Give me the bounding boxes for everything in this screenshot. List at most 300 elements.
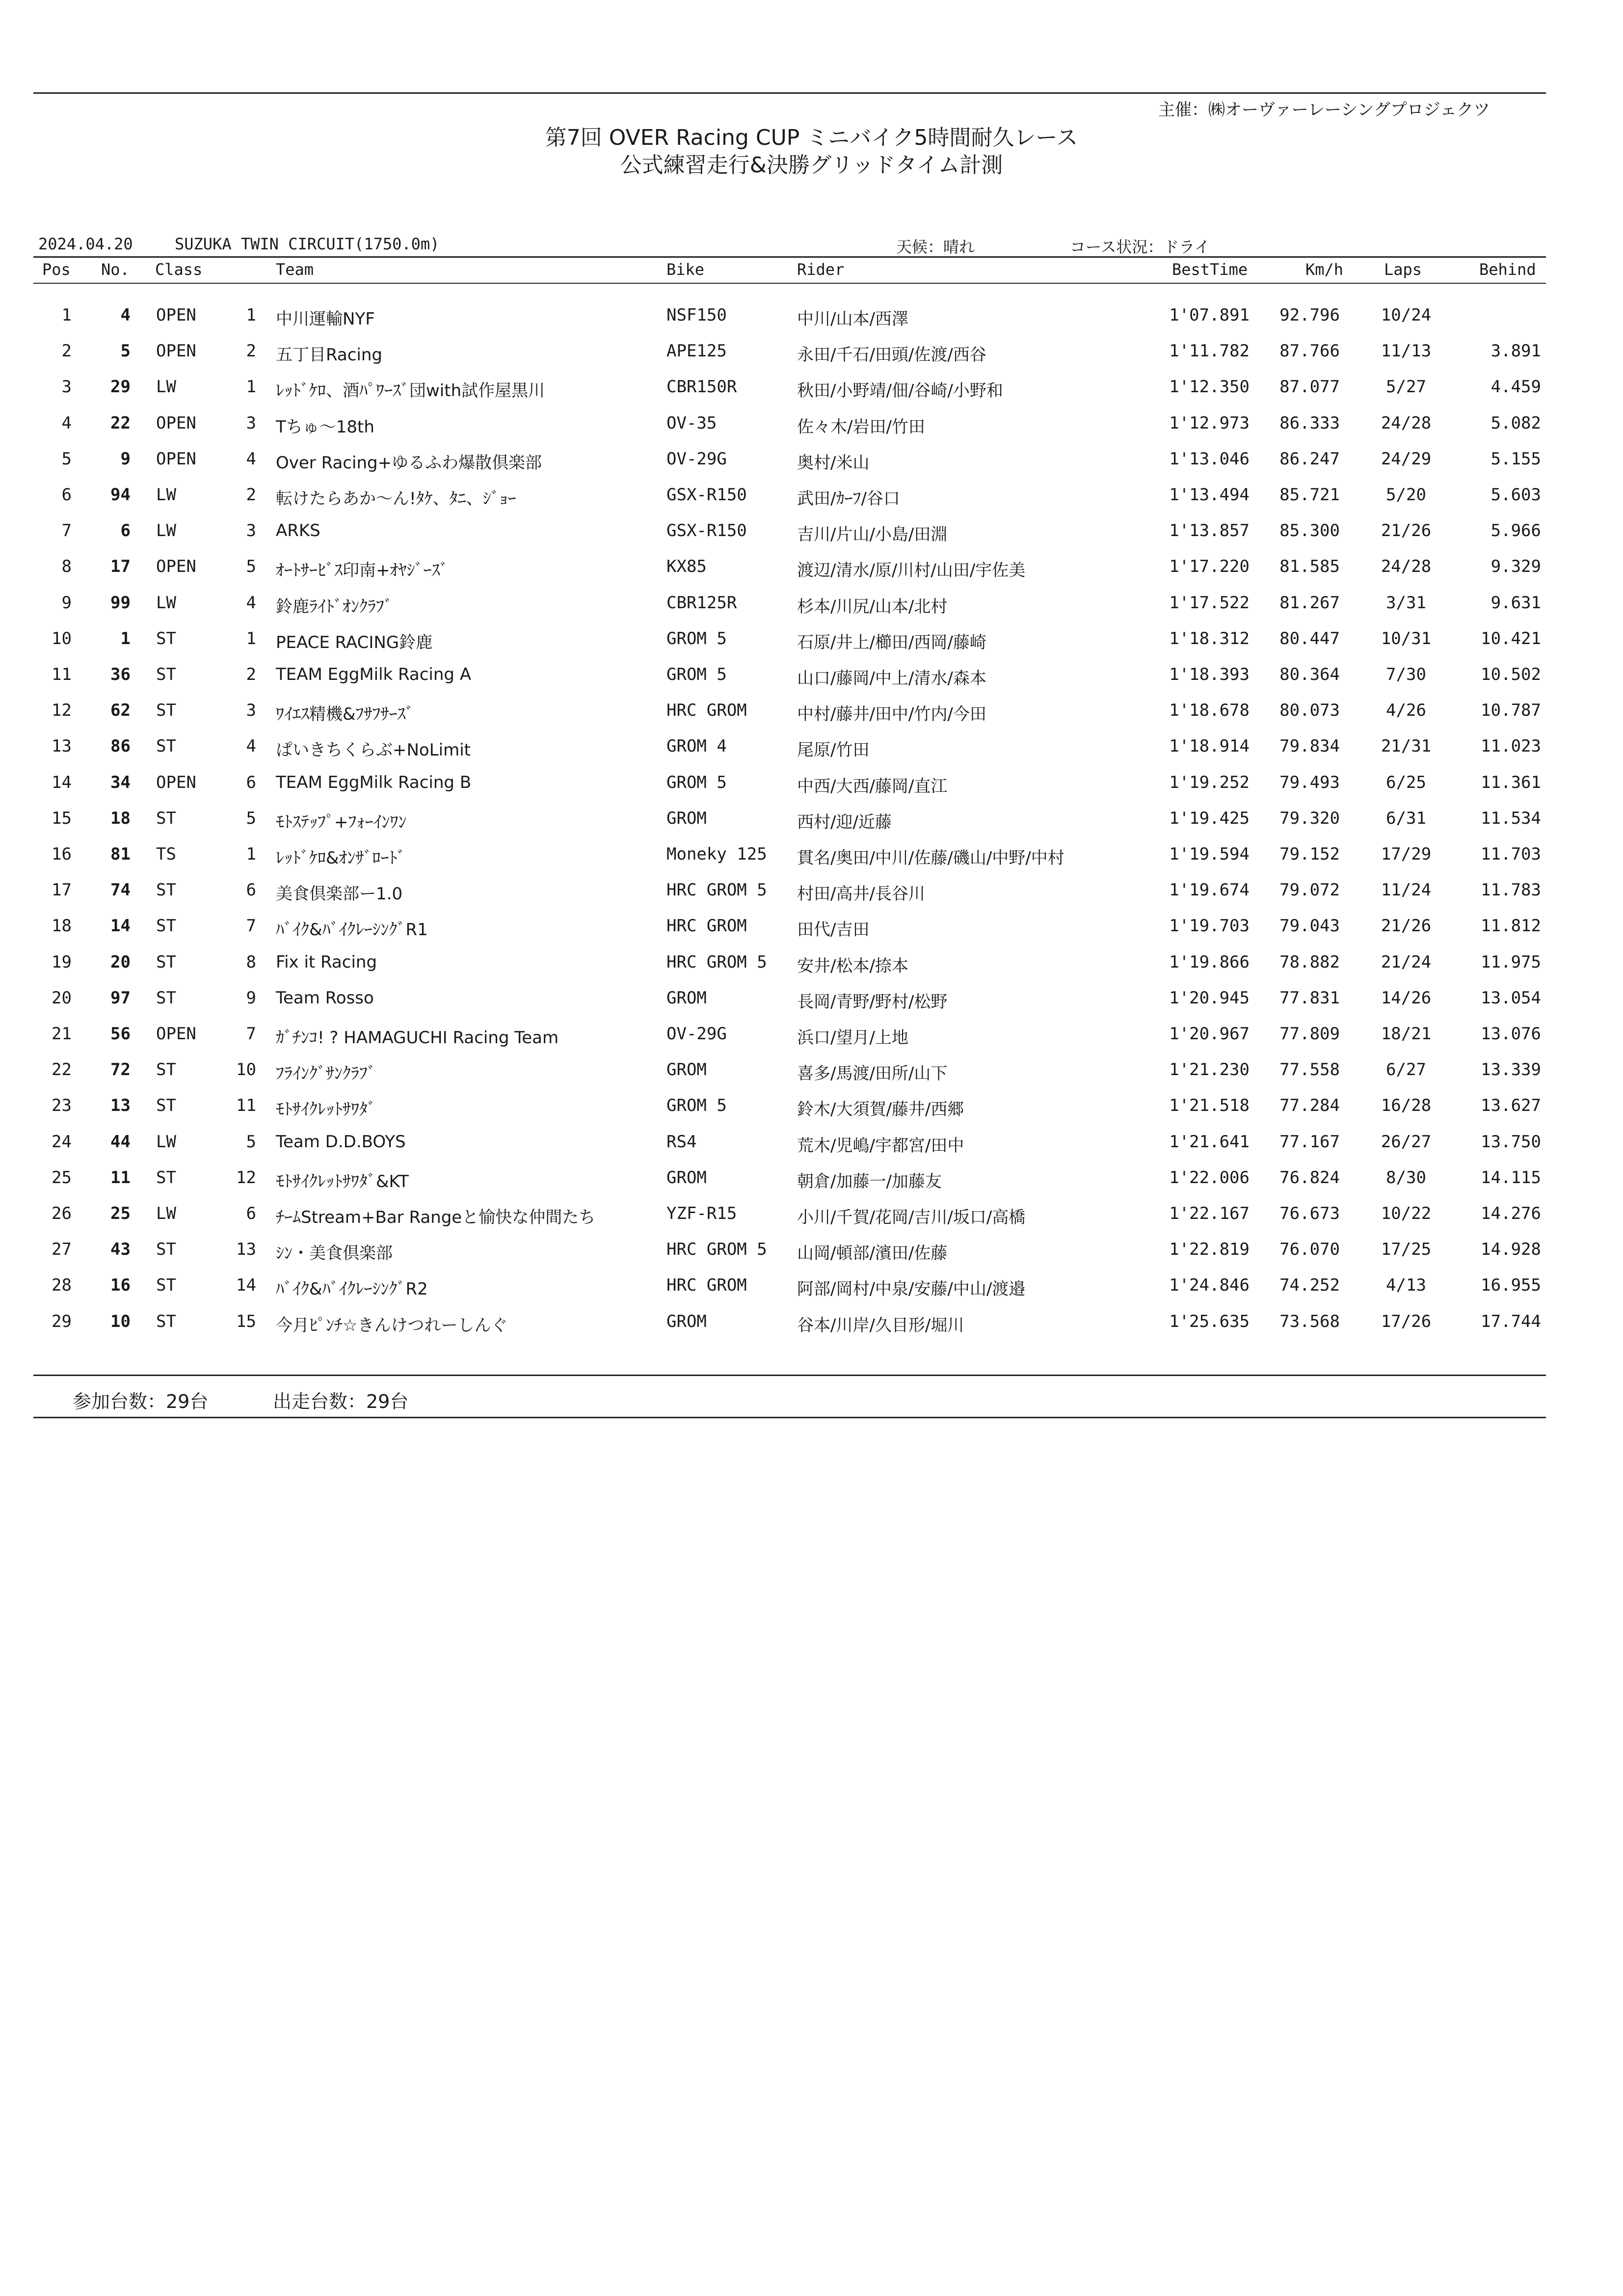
cell-laps: 14/26 — [1381, 988, 1432, 1008]
cell-behind: 10.421 — [1481, 629, 1541, 648]
cell-laps: 17/25 — [1381, 1240, 1432, 1259]
cell-besttime: 1'20.967 — [1169, 1024, 1250, 1044]
cell-class: ST — [156, 1275, 176, 1295]
cell-pos: 24 — [52, 1132, 72, 1152]
cell-class-pos: 7 — [246, 1024, 256, 1044]
cell-besttime: 1'21.230 — [1169, 1060, 1250, 1080]
cell-besttime: 1'19.252 — [1169, 773, 1250, 792]
cell-kmh: 79.320 — [1279, 809, 1340, 828]
cell-behind: 14.928 — [1481, 1240, 1541, 1259]
cell-kmh: 79.152 — [1279, 844, 1340, 864]
cell-laps: 24/28 — [1381, 557, 1432, 576]
cell-besttime: 1'17.220 — [1169, 557, 1250, 576]
cell-besttime: 1'18.914 — [1169, 736, 1250, 756]
cell-pos: 6 — [61, 485, 72, 505]
cell-besttime: 1'24.846 — [1169, 1275, 1250, 1295]
cell-laps: 6/27 — [1386, 1060, 1426, 1080]
cell-no: 94 — [110, 485, 131, 505]
weather: 天候：晴れ — [896, 238, 975, 256]
cell-bike: GSX-R150 — [666, 521, 747, 540]
cell-pos: 11 — [52, 665, 72, 684]
cell-pos: 22 — [52, 1060, 72, 1080]
table-row — [0, 1024, 1623, 1053]
cell-behind: 14.276 — [1481, 1204, 1541, 1223]
cell-kmh: 80.364 — [1279, 665, 1340, 684]
cell-laps: 7/30 — [1386, 665, 1426, 684]
cell-kmh: 87.077 — [1279, 377, 1340, 397]
cell-no: 11 — [110, 1168, 131, 1188]
cell-kmh: 80.447 — [1279, 629, 1340, 648]
table-row — [0, 629, 1623, 658]
cell-class: OPEN — [156, 773, 196, 792]
cell-no: 34 — [110, 773, 131, 792]
cell-class: LW — [156, 1132, 176, 1152]
cell-kmh: 74.252 — [1279, 1275, 1340, 1295]
cell-class: LW — [156, 1204, 176, 1223]
cell-class-pos: 7 — [246, 916, 256, 936]
cell-laps: 10/31 — [1381, 629, 1432, 648]
cell-besttime: 1'22.819 — [1169, 1240, 1250, 1259]
cell-bike: HRC GROM 5 — [666, 1240, 767, 1259]
cell-behind: 5.603 — [1490, 485, 1541, 505]
cell-rider: 中西/大西/藤岡/直江 — [797, 777, 948, 796]
col-pos: Pos — [42, 260, 71, 279]
cell-laps: 8/30 — [1386, 1168, 1426, 1188]
cell-pos: 27 — [52, 1240, 72, 1259]
table-row — [0, 449, 1623, 479]
cell-kmh: 73.568 — [1279, 1312, 1340, 1331]
cell-kmh: 76.070 — [1279, 1240, 1340, 1259]
cell-team: TEAM EggMilk Racing A — [276, 665, 472, 684]
cell-laps: 11/13 — [1381, 341, 1432, 361]
cell-no: 16 — [110, 1275, 131, 1295]
cell-no: 43 — [110, 1240, 131, 1259]
cell-kmh: 80.073 — [1279, 701, 1340, 720]
cell-bike: GROM — [666, 809, 707, 828]
cell-besttime: 1'19.703 — [1169, 916, 1250, 936]
cell-class: ST — [156, 916, 176, 936]
cell-kmh: 85.300 — [1279, 521, 1340, 540]
col-team: Team — [276, 260, 314, 279]
cell-rider: 吉川/片山/小島/田淵 — [797, 525, 948, 544]
cell-behind: 11.023 — [1481, 736, 1541, 756]
cell-rider: 村田/高井/長谷川 — [797, 884, 925, 904]
cell-kmh: 77.284 — [1279, 1096, 1340, 1115]
cell-class: LW — [156, 485, 176, 505]
table-row — [0, 341, 1623, 371]
cell-class-pos: 10 — [236, 1060, 256, 1080]
cell-besttime: 1'18.393 — [1169, 665, 1250, 684]
cell-class-pos: 6 — [246, 773, 256, 792]
table-row — [0, 521, 1623, 550]
cell-rider: 永田/千石/田頭/佐渡/西谷 — [797, 345, 986, 365]
cell-pos: 15 — [52, 809, 72, 828]
cell-bike: HRC GROM 5 — [666, 952, 767, 972]
cell-laps: 3/31 — [1386, 593, 1426, 613]
cell-class: ST — [156, 629, 176, 648]
cell-besttime: 1'25.635 — [1169, 1312, 1250, 1331]
cell-rider: 喜多/馬渡/田所/山下 — [797, 1064, 948, 1083]
col-behind: Behind — [1479, 260, 1536, 279]
cell-laps: 21/26 — [1381, 916, 1432, 936]
cell-no: 14 — [110, 916, 131, 936]
cell-behind: 10.787 — [1481, 701, 1541, 720]
cell-bike: YZF-R15 — [666, 1204, 737, 1223]
cell-rider: 小川/千賀/花岡/吉川/坂口/高橋 — [797, 1208, 1026, 1227]
table-row — [0, 413, 1623, 443]
cell-laps: 6/25 — [1386, 773, 1426, 792]
cell-class: ST — [156, 809, 176, 828]
cell-laps: 10/22 — [1381, 1204, 1432, 1223]
cell-pos: 10 — [52, 629, 72, 648]
cell-bike: OV-35 — [666, 413, 717, 433]
cell-kmh: 86.247 — [1279, 449, 1340, 469]
cell-no: 72 — [110, 1060, 131, 1080]
table-row — [0, 1132, 1623, 1162]
cell-bike: GROM 5 — [666, 629, 727, 648]
footer-bottom-rule — [33, 1417, 1546, 1418]
cell-rider: 杉本/川尻/山本/北村 — [797, 597, 948, 617]
cell-kmh: 92.796 — [1279, 305, 1340, 325]
cell-laps: 10/24 — [1381, 305, 1432, 325]
cell-class-pos: 11 — [236, 1096, 256, 1115]
cell-kmh: 76.824 — [1279, 1168, 1340, 1188]
cell-class-pos: 5 — [246, 557, 256, 576]
cell-besttime: 1'22.006 — [1169, 1168, 1250, 1188]
table-row — [0, 701, 1623, 730]
cell-kmh: 85.721 — [1279, 485, 1340, 505]
cell-behind: 16.955 — [1481, 1275, 1541, 1295]
cell-bike: KX85 — [666, 557, 707, 576]
cell-team: ｵｰﾄｻｰﾋﾞｽ印南+ｵﾔｼﾞｰｽﾞ — [276, 561, 449, 580]
cell-class: OPEN — [156, 413, 196, 433]
cell-laps: 17/26 — [1381, 1312, 1432, 1331]
cell-laps: 21/26 — [1381, 521, 1432, 540]
table-row — [0, 952, 1623, 982]
table-row — [0, 1096, 1623, 1125]
cell-no: 44 — [110, 1132, 131, 1152]
cell-kmh: 81.585 — [1279, 557, 1340, 576]
cell-team: PEACE RACING鈴鹿 — [276, 633, 433, 652]
cell-pos: 16 — [52, 844, 72, 864]
cell-bike: CBR150R — [666, 377, 737, 397]
cell-rider: 西村/迎/近藤 — [797, 812, 892, 832]
cell-pos: 4 — [61, 413, 72, 433]
cell-class-pos: 3 — [246, 521, 256, 540]
cell-no: 56 — [110, 1024, 131, 1044]
cell-rider: 谷本/川岸/久目形/堀川 — [797, 1316, 964, 1335]
cell-rider: 貫名/奥田/中川/佐藤/磯山/中野/中村 — [797, 848, 1064, 868]
cell-kmh: 79.834 — [1279, 736, 1340, 756]
cell-no: 86 — [110, 736, 131, 756]
cell-pos: 5 — [61, 449, 72, 469]
cell-bike: GROM 4 — [666, 736, 727, 756]
header-bottom-rule — [33, 283, 1546, 284]
cell-team: ｶﾞﾁﾝｺ! ? HAMAGUCHI Racing Team — [276, 1028, 559, 1048]
cell-laps: 5/27 — [1386, 377, 1426, 397]
cell-class-pos: 2 — [246, 485, 256, 505]
cell-class-pos: 8 — [246, 952, 256, 972]
cell-besttime: 1'21.518 — [1169, 1096, 1250, 1115]
cell-bike: NSF150 — [666, 305, 727, 325]
cell-class: LW — [156, 377, 176, 397]
cell-kmh: 78.882 — [1279, 952, 1340, 972]
cell-rider: 浜口/望月/上地 — [797, 1028, 908, 1048]
cell-class-pos: 9 — [246, 988, 256, 1008]
cell-class-pos: 1 — [246, 377, 256, 397]
table-row — [0, 1204, 1623, 1233]
cell-bike: GSX-R150 — [666, 485, 747, 505]
cell-kmh: 81.267 — [1279, 593, 1340, 613]
cell-besttime: 1'22.167 — [1169, 1204, 1250, 1223]
cell-no: 4 — [120, 305, 131, 325]
cell-team: ﾓﾄｻｲｸﾚｯﾄｻﾜﾀﾞ&KT — [276, 1172, 409, 1191]
cell-pos: 23 — [52, 1096, 72, 1115]
cell-team: ﾓﾄｻｲｸﾚｯﾄｻﾜﾀﾞ — [276, 1100, 376, 1119]
cell-rider: 武田/ｶｰﾌ/谷口 — [797, 489, 900, 509]
cell-pos: 2 — [61, 341, 72, 361]
cell-team: 転けたらあか～ん!ﾀｹ、ﾀﾆ、ｼﾞｮｰ — [276, 489, 516, 509]
cell-class-pos: 13 — [236, 1240, 256, 1259]
cell-besttime: 1'20.945 — [1169, 988, 1250, 1008]
cell-no: 36 — [110, 665, 131, 684]
cell-behind: 11.703 — [1481, 844, 1541, 864]
cell-class-pos: 4 — [246, 593, 256, 613]
cell-laps: 6/31 — [1386, 809, 1426, 828]
organizer-text: 主催：㈱オーヴァーレーシングプロジェクツ — [1158, 100, 1490, 120]
cell-behind: 13.750 — [1481, 1132, 1541, 1152]
cell-besttime: 1'18.678 — [1169, 701, 1250, 720]
cell-behind: 11.975 — [1481, 952, 1541, 972]
cell-behind: 11.361 — [1481, 773, 1541, 792]
entries-count: 参加台数：29台 — [73, 1391, 209, 1412]
cell-pos: 29 — [52, 1312, 72, 1331]
cell-kmh: 79.072 — [1279, 880, 1340, 900]
cell-pos: 19 — [52, 952, 72, 972]
cell-bike: GROM 5 — [666, 1096, 727, 1115]
cell-team: 鈴鹿ﾗｲﾄﾞｵﾝｸﾗﾌﾞ — [276, 597, 393, 617]
cell-rider: 尾原/竹田 — [797, 740, 870, 760]
col-bike: Bike — [666, 260, 705, 279]
cell-bike: Moneky 125 — [666, 844, 767, 864]
table-row — [0, 1240, 1623, 1269]
cell-besttime: 1'12.973 — [1169, 413, 1250, 433]
cell-rider: 山口/藤岡/中上/清水/森本 — [797, 669, 986, 688]
cell-bike: APE125 — [666, 341, 727, 361]
cell-pos: 7 — [61, 521, 72, 540]
cell-no: 17 — [110, 557, 131, 576]
cell-bike: HRC GROM — [666, 1275, 747, 1295]
cell-rider: 鈴木/大須賀/藤井/西郷 — [797, 1100, 964, 1119]
cell-laps: 5/20 — [1386, 485, 1426, 505]
cell-besttime: 1'18.312 — [1169, 629, 1250, 648]
cell-class: OPEN — [156, 305, 196, 325]
cell-bike: HRC GROM 5 — [666, 880, 767, 900]
cell-team: ARKS — [276, 521, 320, 540]
cell-pos: 21 — [52, 1024, 72, 1044]
cell-class-pos: 5 — [246, 1132, 256, 1152]
cell-team: Over Racing+ゆるふわ爆散倶楽部 — [276, 453, 542, 473]
cell-laps: 21/31 — [1381, 736, 1432, 756]
cell-kmh: 77.831 — [1279, 988, 1340, 1008]
cell-team: ｼﾝ・美食倶楽部 — [276, 1243, 393, 1263]
cell-rider: 佐々木/岩田/竹田 — [797, 417, 925, 437]
cell-pos: 26 — [52, 1204, 72, 1223]
cell-no: 13 — [110, 1096, 131, 1115]
col-rider: Rider — [797, 260, 845, 279]
cell-team: TEAM EggMilk Racing B — [276, 773, 472, 792]
cell-behind: 11.534 — [1481, 809, 1541, 828]
cell-no: 62 — [110, 701, 131, 720]
cell-besttime: 1'13.857 — [1169, 521, 1250, 540]
cell-besttime: 1'17.522 — [1169, 593, 1250, 613]
cell-pos: 9 — [61, 593, 72, 613]
cell-laps: 26/27 — [1381, 1132, 1432, 1152]
cell-behind: 10.502 — [1481, 665, 1541, 684]
cell-class: OPEN — [156, 557, 196, 576]
event-date: 2024.04.20 — [38, 235, 133, 253]
cell-besttime: 1'21.641 — [1169, 1132, 1250, 1152]
cell-behind: 5.082 — [1490, 413, 1541, 433]
cell-class-pos: 2 — [246, 341, 256, 361]
cell-team: ﾌﾗｲﾝｸﾞｻﾝｸﾗﾌﾞ — [276, 1064, 376, 1083]
cell-class: ST — [156, 988, 176, 1008]
table-row — [0, 736, 1623, 766]
cell-team: 美食倶楽部ー1.0 — [276, 884, 403, 904]
cell-no: 29 — [110, 377, 131, 397]
cell-team: ぱいきちくらぶ+NoLimit — [276, 740, 471, 760]
cell-class-pos: 4 — [246, 736, 256, 756]
cell-team: ﾓﾄｽﾃｯﾌﾟ+ﾌｫｰｲﾝﾜﾝ — [276, 812, 407, 832]
cell-pos: 13 — [52, 736, 72, 756]
cell-team: Team D.D.BOYS — [276, 1132, 406, 1152]
table-row — [0, 557, 1623, 586]
cell-bike: OV-29G — [666, 1024, 727, 1044]
cell-no: 25 — [110, 1204, 131, 1223]
table-row — [0, 1275, 1623, 1305]
cell-class-pos: 12 — [236, 1168, 256, 1188]
cell-bike: CBR125R — [666, 593, 737, 613]
cell-bike: GROM — [666, 1312, 707, 1331]
cell-rider: 荒木/児嶋/宇都宮/田中 — [797, 1136, 964, 1156]
cell-kmh: 77.167 — [1279, 1132, 1340, 1152]
cell-rider: 山岡/頓部/濱田/佐藤 — [797, 1243, 948, 1263]
cell-laps: 24/28 — [1381, 413, 1432, 433]
cell-laps: 16/28 — [1381, 1096, 1432, 1115]
cell-laps: 4/13 — [1386, 1275, 1426, 1295]
cell-class: LW — [156, 593, 176, 613]
cell-class-pos: 3 — [246, 701, 256, 720]
cell-rider: 石原/井上/櫛田/西岡/藤崎 — [797, 633, 986, 652]
cell-class-pos: 1 — [246, 305, 256, 325]
cell-behind: 11.783 — [1481, 880, 1541, 900]
cell-pos: 20 — [52, 988, 72, 1008]
table-row — [0, 809, 1623, 838]
cell-pos: 1 — [61, 305, 72, 325]
cell-rider: 阿部/岡村/中泉/安藤/中山/渡邉 — [797, 1279, 1026, 1299]
cell-class-pos: 3 — [246, 413, 256, 433]
cell-team: 今月ﾋﾟﾝﾁ☆きんけつれーしんぐ — [276, 1316, 508, 1335]
table-row — [0, 665, 1623, 694]
cell-behind: 5.966 — [1490, 521, 1541, 540]
cell-laps: 24/29 — [1381, 449, 1432, 469]
table-row — [0, 1168, 1623, 1197]
cell-besttime: 1'19.594 — [1169, 844, 1250, 864]
cell-rider: 奥村/米山 — [797, 453, 870, 473]
cell-class: ST — [156, 1168, 176, 1188]
cell-class: ST — [156, 701, 176, 720]
cell-class-pos: 1 — [246, 844, 256, 864]
cell-team: ﾁｰﾑStream+Bar Rangeと愉快な仲間たち — [276, 1208, 596, 1227]
col-besttime: BestTime — [1172, 260, 1248, 279]
cell-rider: 安井/松本/捺本 — [797, 956, 908, 976]
cell-class: LW — [156, 521, 176, 540]
cell-class: ST — [156, 1240, 176, 1259]
cell-no: 20 — [110, 952, 131, 972]
table-row — [0, 593, 1623, 622]
cell-pos: 3 — [61, 377, 72, 397]
cell-behind: 9.329 — [1490, 557, 1541, 576]
cell-class: OPEN — [156, 449, 196, 469]
cell-besttime: 1'07.891 — [1169, 305, 1250, 325]
cell-besttime: 1'19.674 — [1169, 880, 1250, 900]
page-title: 第7回 OVER Racing CUP ミニバイク5時間耐久レース — [545, 125, 1078, 150]
footer-top-rule — [33, 1375, 1546, 1376]
table-row — [0, 988, 1623, 1018]
cell-bike: GROM — [666, 1060, 707, 1080]
cell-class-pos: 15 — [236, 1312, 256, 1331]
cell-no: 81 — [110, 844, 131, 864]
header-top-rule — [33, 256, 1546, 258]
circuit-name: SUZUKA TWIN CIRCUIT(1750.0m) — [175, 235, 440, 253]
cell-pos: 17 — [52, 880, 72, 900]
col-no: No. — [101, 260, 130, 279]
cell-class: ST — [156, 1060, 176, 1080]
cell-no: 97 — [110, 988, 131, 1008]
cell-laps: 17/29 — [1381, 844, 1432, 864]
cell-pos: 14 — [52, 773, 72, 792]
cell-besttime: 1'13.494 — [1169, 485, 1250, 505]
col-laps: Laps — [1384, 260, 1422, 279]
cell-class-pos: 6 — [246, 1204, 256, 1223]
cell-laps: 11/24 — [1381, 880, 1432, 900]
cell-class: TS — [156, 844, 176, 864]
cell-class-pos: 5 — [246, 809, 256, 828]
cell-behind: 4.459 — [1490, 377, 1541, 397]
cell-class-pos: 14 — [236, 1275, 256, 1295]
cell-team: ﾚｯﾄﾞｹﾛ&ｵﾝｻﾞﾛｰﾄﾞ — [276, 848, 406, 868]
cell-besttime: 1'11.782 — [1169, 341, 1250, 361]
table-row — [0, 844, 1623, 874]
cell-behind: 9.631 — [1490, 593, 1541, 613]
cell-behind: 17.744 — [1481, 1312, 1541, 1331]
cell-no: 18 — [110, 809, 131, 828]
cell-team: ﾜｲｴｽ精機&ﾌｻﾌｻｰｽﾞ — [276, 704, 414, 724]
cell-bike: GROM — [666, 1168, 707, 1188]
cell-rider: 田代/吉田 — [797, 920, 870, 940]
cell-no: 22 — [110, 413, 131, 433]
cell-besttime: 1'12.350 — [1169, 377, 1250, 397]
cell-kmh: 77.809 — [1279, 1024, 1340, 1044]
col-kmh: Km/h — [1305, 260, 1344, 279]
table-row — [0, 485, 1623, 514]
cell-kmh: 87.766 — [1279, 341, 1340, 361]
cell-behind: 5.155 — [1490, 449, 1541, 469]
cell-bike: GROM 5 — [666, 665, 727, 684]
cell-class: ST — [156, 880, 176, 900]
cell-team: Tちゅ～18th — [276, 417, 374, 437]
cell-bike: GROM — [666, 988, 707, 1008]
